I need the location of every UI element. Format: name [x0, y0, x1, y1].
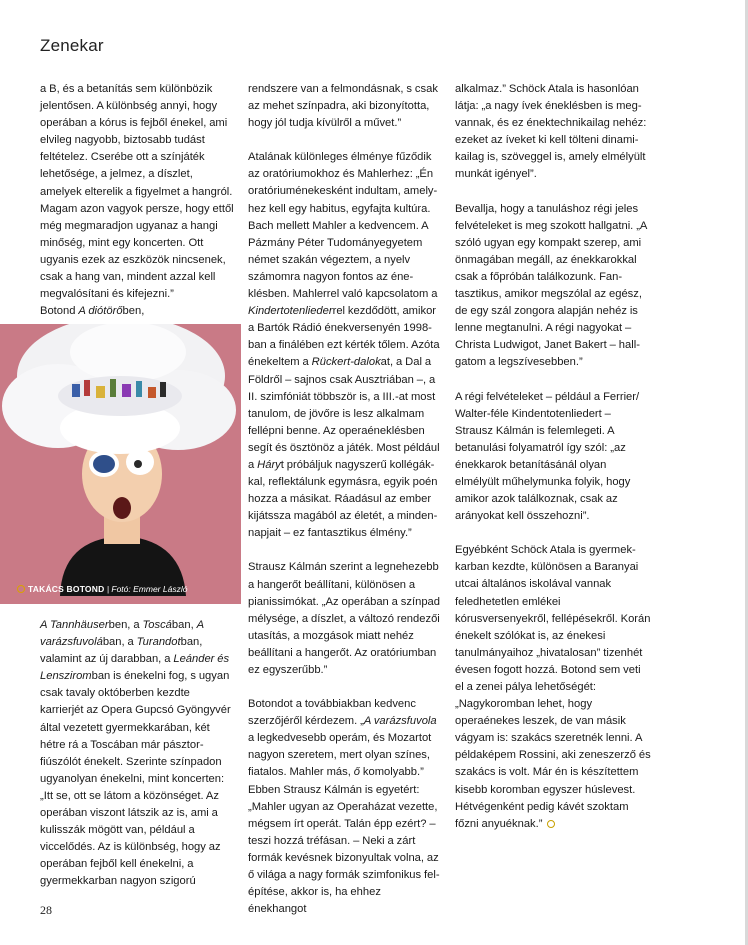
- text-run: Egyébként Schöck Atala is gyermekkarban kezdte, különösen a Baranyai utcai általános iskolával vannak feledhetetlen emlékei kórusversenyekről, fellépésekről. Korán énekelt szólókat is, az énekesi tanulmányaihoz „hivatalosan” tizenhét évesen fogott hozzá. Botond sem veti el a zenei pálya lehetőségét: „Nagykoromban lehet, hogy operaénekes leszek, de van másik vágyam is: szakács szeretnék lenni. A példaképem Rossini, aki zeneszerző és szakács is volt. Már én is készítettem kisebb koromban egyszer húslevest. Hétvégenként pedig kávét szoktam főzni anyuéknak.”: [455, 544, 651, 830]
- italic-title: A varázsfuvola: [363, 715, 437, 728]
- portrait-photo: [0, 324, 241, 604]
- text-run: at, a Dal a Földről – sajnos csak Ausztriában –, a II. szimfóniát többször is, a III.-at most tanulom, de jövőre is lesz alkalmam fellépni benne. Az operaéneklésben segít és ösztönöz a játék. Most például a: [248, 356, 440, 471]
- italic-title: Kindertotenlieder: [248, 305, 333, 318]
- paragraph: Bevallja, hogy a tanuláshoz régi jeles felvételeket is meg szokott hallgatni. „A szóló ugyan egy kompakt szerep, ami önmagában megáll, az énekkarokkal csak a főpróbán találkozunk. Fantasztikus, amikor megszólal az egész, de egy szál zongora alapján nehéz is lenne megtanulni. A régi nagyokat – Christa Ludwigot, Janet Bakert – hallgatom a legszívesebben.”: [455, 202, 647, 369]
- text-run: ban, valamint az új darabban, a: [40, 636, 203, 666]
- text-run: a legkedvesebb operám, és Mozartot nagyon szeretem, mert olyan színes, fiatalos. Mahler más,: [248, 732, 432, 779]
- text-run: komolyabb.” Ebben Strausz Kálmán is egyetért: „Mahler ugyan az Operaházat vezette, mégsem írt operát. Talán épp ezért? – teszi hozzá tréfásan. – Neki a zárt formák kevésnek bizonyultak volna, az ő világa a nagy formák szimfonikus felépítése, akkor is, ha ehhez énekhangot: [248, 766, 440, 916]
- text-column-3: [455, 81, 651, 833]
- paragraph: a B, és a betanítás sem különbözik jelentősen. A különbség annyi, hogy operában a kórus is fejből énekel, ami elvileg nagyobb, biztosabb tudást feltételez. Cserébe ott a színjáték lehetősége, a jelmez, a díszlet, amelyek elterelik a figyelmet a hangról. Magam azon vagyok persze, hogy ettől még megmaradjon ugyanaz a hangi minőség, mint egy koncerten. Ott ugyanis ezek az eszközök nincsenek, csak a hang van, mindent azzal kell megvalósítani és kifejezni.”: [40, 83, 234, 301]
- text-run: ban is énekelni fog, s ugyan csak tavaly októberben kezdte karrierjét az Opera Gupcsó Gyöngyvér által vezetett gyermekkarában, két hétre rá a Toscában már pásztorfiúszólót énekelt. Szerinte színpadon ugyanolyan énekelni, mint koncerten: „Itt se, ott se látom a közönséget. Az operában viszont látszik az is, ami a kulisszák mögött van, például a viccelődés. Az is különbség, hogy az operában fejből kell énekelni, a gyermekkarban nagyon szigorú: [40, 670, 231, 888]
- italic-title: A Tannhäuser: [40, 619, 109, 631]
- end-mark-icon: [547, 820, 555, 828]
- text-run: Botondot a továbbiakban kedvenc szerzőjéről kérdezem. „: [248, 698, 416, 728]
- paragraph: alkalmaz.” Schöck Atala is hasonlóan látja: „a nagy ívek éneklésben is megvannak, és ez énektechnikailag nehéz: ezeket az íveket ki kell tölteni dinamikailag is, szöveggel is, amely elmélyült munkát igényel”.: [455, 83, 647, 181]
- italic-title: A varázsfuvolá: [40, 619, 204, 649]
- paragraph: A régi felvételeket – például a Ferrier/ Walter-féle Kindentotenliedert – Strausz Kálmán is felemlegeti. A betanulási folyamatról így szól: „az énekkarok betanításánál olyan elmélyült műhelymunka folyik, hogy amikor azok találkoznak, csak az arányokat kell összehozni”.: [455, 390, 640, 523]
- text-run: Botond: [40, 305, 79, 318]
- section-header: Zenekar: [40, 36, 104, 55]
- caption-name: TAKÁCS BOTOND: [28, 584, 105, 594]
- italic-title: Turandot: [136, 636, 181, 649]
- text-run: ben,: [122, 305, 145, 318]
- paragraph: [40, 303, 236, 320]
- text-run: ban, a: [102, 636, 137, 649]
- paragraph: [248, 696, 441, 918]
- text-run: Atalának különleges élménye fűződik az oratóriumokhoz és Mahlerhez: „Én oratóriuménekesként indultam, amelyhez kell egy habitus, egyfajta kultúra. Bach mellett Mahler a kedvencem. A Pázmány Péter Tudományegyetem német szakán végeztem, a nyelv számomra nagyon fontos az éneklésben. Mahlerrel való kapcsolatom a: [248, 151, 438, 301]
- text-column-2: [248, 81, 441, 918]
- paragraph: rendszere van a felmondásnak, s csak az mehet színpadra, aki bizonyította, hogy jól tudja kívülről a művet.”: [248, 83, 438, 130]
- text-run: ban,: [171, 619, 197, 631]
- photo-illustration: [0, 324, 241, 604]
- paragraph: [40, 617, 236, 891]
- paragraph: [248, 149, 441, 542]
- text-run: rel kezdődött, amikor a Bartók Rádió énekversenyén 1998-ban a finálében ezt kérték tőlem. Azóta énekeltem a: [248, 305, 440, 369]
- text-run: t próbáljuk nagyszerű kollégákkal, reflektálunk egymásra, egyik poén hozza a másikat. Ráadásul az ember kijátssza magából az életét, a mindennapjait – ez fantasztikus élmény.”: [248, 458, 438, 540]
- text-column-1-continued: [40, 617, 236, 891]
- paragraph: Strausz Kálmán szerint a legnehezebb a hangerőt beállítani, különösen a pianissimókat. „Az operában a színpad mélysége, a díszlet, a változó rendezői utasítás, a mozgások miatt nehéz beállítani a hangerőt. Az oratóriumban ez egyszerűbb.”: [248, 561, 440, 676]
- page-number: 28: [40, 903, 52, 917]
- italic-title: A diótörő: [78, 305, 123, 318]
- circle-icon: [17, 585, 25, 593]
- text-column-1: [40, 81, 236, 320]
- italic-title: Leánder és Lenszirom: [40, 653, 230, 683]
- italic-title: Háry: [257, 458, 281, 471]
- photo-caption: [17, 584, 187, 594]
- italic-title: Toscá: [142, 619, 172, 631]
- italic-title: Rückert-dalok: [311, 356, 381, 369]
- paragraph: [455, 542, 651, 833]
- caption-credit: | Fotó: Emmer László: [106, 584, 188, 594]
- italic-word: ő: [353, 766, 360, 779]
- text-run: ben, a: [108, 619, 143, 631]
